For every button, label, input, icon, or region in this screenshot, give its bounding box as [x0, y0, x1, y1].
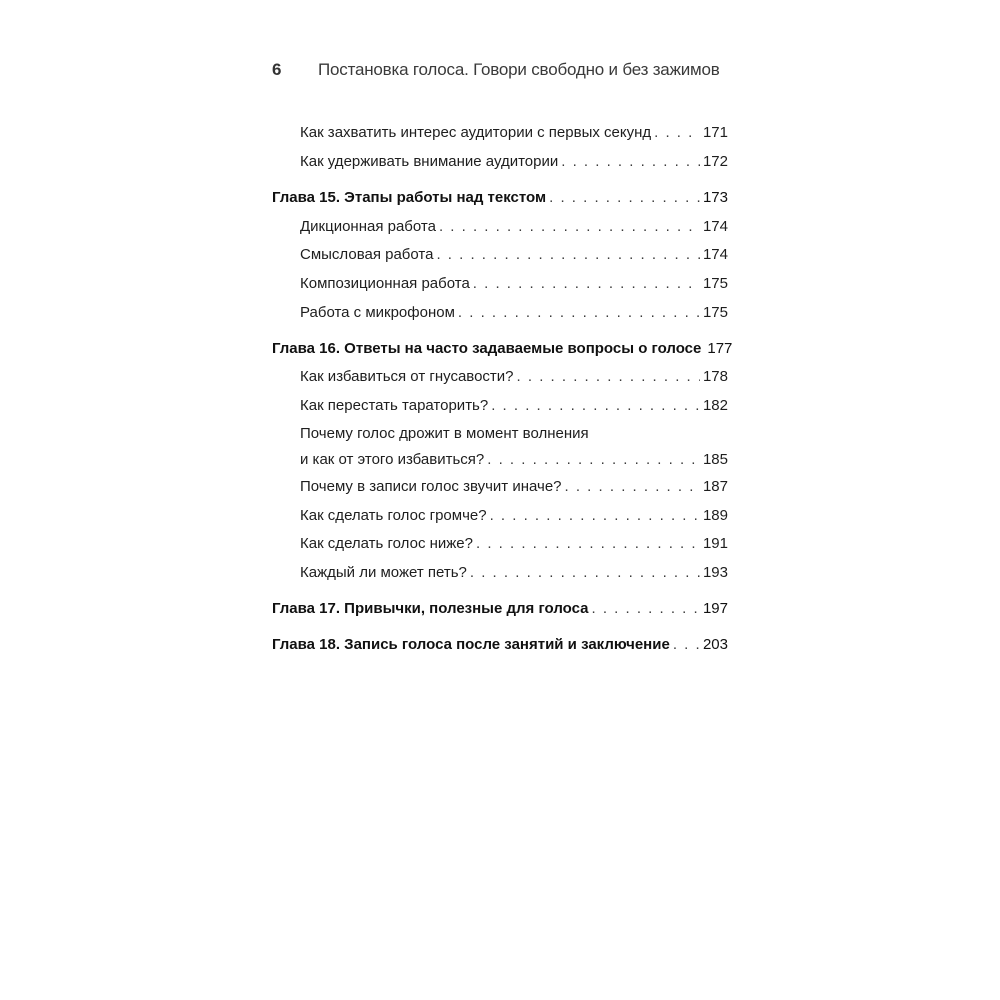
toc-entry[interactable]	[300, 563, 728, 583]
toc-entry[interactable]	[300, 123, 728, 143]
toc-chapter[interactable]	[272, 599, 728, 619]
dot-leader	[491, 396, 700, 416]
dot-leader	[470, 563, 700, 583]
toc-entry-page: 171	[702, 124, 728, 141]
running-title: Постановка голоса. Говори свободно и без зажимов	[318, 60, 720, 79]
toc-entry-title: Почему в записи голос звучит иначе?	[300, 478, 562, 495]
toc-chapter-title: Глава 18. Запись голоса после занятий и заключение	[272, 636, 670, 653]
toc-entry-page: 175	[702, 304, 728, 321]
page-number: 6	[272, 60, 282, 79]
toc-entry-title: Как захватить интерес аудитории с первых секунд	[300, 124, 652, 141]
toc-entry-title: Как удерживать внимание аудитории	[300, 153, 559, 170]
toc-entry-title: Как сделать голос ниже?	[300, 535, 473, 552]
dot-leader	[490, 506, 700, 526]
toc-entry-page: 185	[702, 451, 728, 468]
toc-entry-page: 182	[702, 397, 728, 414]
toc-entry-title: Как перестать тараторить?	[300, 397, 489, 414]
toc-entry-line2	[300, 450, 728, 470]
toc-entry-title: Каждый ли может петь?	[300, 564, 467, 581]
toc-chapter-page: 203	[702, 636, 728, 653]
toc-entry-title: Работа с микрофоном	[300, 304, 455, 321]
dot-leader	[458, 303, 700, 323]
toc-chapter[interactable]	[272, 339, 733, 359]
dot-leader	[561, 152, 700, 172]
toc-entry-title: Как сделать голос громче?	[300, 507, 487, 524]
toc-entry[interactable]	[300, 534, 728, 554]
toc-entry-title: Смысловая работа	[300, 246, 434, 263]
toc-entry[interactable]	[300, 303, 728, 323]
dot-leader	[549, 188, 700, 208]
toc-entry-page: 174	[702, 246, 728, 263]
toc-entry[interactable]	[300, 424, 728, 470]
toc-entry-page: 172	[702, 153, 728, 170]
toc-entry-title: Дикционная работа	[300, 218, 436, 235]
toc-entry-title-line2: и как от этого избавиться?	[300, 451, 485, 468]
dot-leader	[591, 599, 699, 619]
toc-entry[interactable]	[300, 217, 728, 237]
toc-entry-page: 189	[702, 507, 728, 524]
toc-entry-page: 174	[702, 218, 728, 235]
toc-chapter[interactable]	[272, 635, 728, 655]
toc-entry[interactable]	[300, 367, 728, 387]
toc-entry-page: 175	[702, 275, 728, 292]
dot-leader	[487, 450, 700, 470]
toc-entry-page: 187	[702, 478, 728, 495]
dot-leader	[473, 274, 700, 294]
toc-chapter-page: 173	[702, 189, 728, 206]
toc-entry[interactable]	[300, 396, 728, 416]
toc-entry[interactable]	[300, 152, 728, 172]
toc-entry-title: Как избавиться от гнусавости?	[300, 368, 514, 385]
dot-leader	[673, 635, 700, 655]
toc-entry-title: Композиционная работа	[300, 275, 470, 292]
dot-leader	[476, 534, 700, 554]
toc-chapter-page: 177	[707, 340, 733, 357]
toc-entry[interactable]	[300, 506, 728, 526]
toc-chapter-page: 197	[702, 600, 728, 617]
dot-leader	[439, 217, 700, 237]
toc-entry[interactable]	[300, 274, 728, 294]
toc-chapter-title: Глава 17. Привычки, полезные для голоса	[272, 600, 589, 617]
toc-entry[interactable]	[300, 477, 728, 497]
toc-entry-page: 191	[702, 535, 728, 552]
toc-entry[interactable]	[300, 245, 728, 265]
toc-entry-page: 193	[702, 564, 728, 581]
dot-leader	[517, 367, 700, 387]
dot-leader	[654, 123, 700, 143]
dot-leader	[565, 477, 700, 497]
toc-entry-page: 178	[702, 368, 728, 385]
toc-chapter-title: Глава 15. Этапы работы над текстом	[272, 189, 547, 206]
dot-leader	[436, 245, 700, 265]
toc-entry-title-line1: Почему голос дрожит в момент волнения	[300, 425, 589, 442]
toc-chapter[interactable]	[272, 188, 728, 208]
toc-chapter-title: Глава 16. Ответы на часто задаваемые вопросы о голосе	[272, 340, 702, 357]
